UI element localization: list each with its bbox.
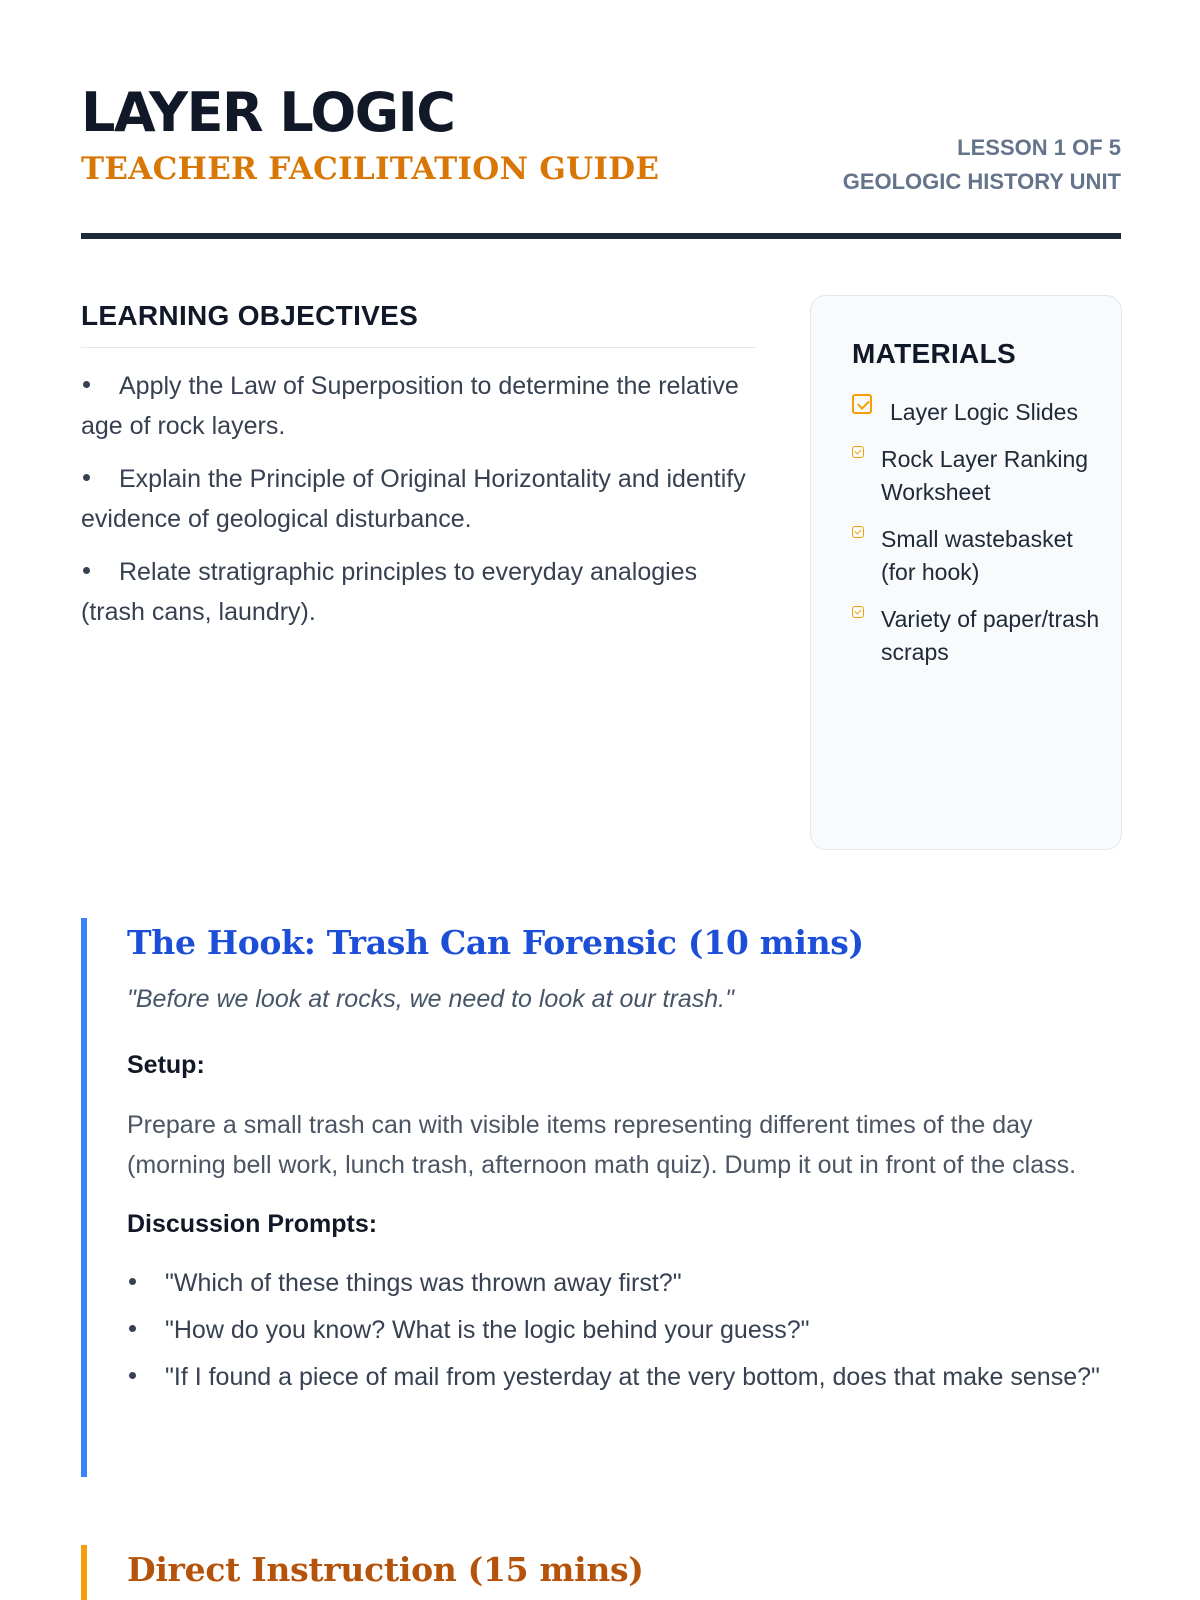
direct-accent-bar (81, 1545, 87, 1600)
hook-title: The Hook: Trash Can Forensic (10 mins) (127, 923, 864, 962)
hook-body (127, 918, 1121, 1404)
objectives-list (81, 366, 756, 632)
direct-instruction-title: Direct Instruction (15 mins) (127, 1550, 644, 1589)
objective-item (81, 552, 756, 632)
bullet-icon (83, 474, 90, 481)
materials-list (852, 392, 1101, 670)
objective-item (81, 459, 756, 539)
setup-text: Prepare a small trash can with visible items representing different times of the day (morning bell work, lunch trash, afternoon math quiz). Dump it out in front of the class. (127, 1111, 1077, 1179)
material-item (852, 603, 1101, 670)
unit-name: GEOLOGIC HISTORY UNIT (842, 169, 1121, 194)
prompt-item (127, 1310, 1121, 1350)
learning-objectives (81, 298, 756, 645)
objective-text: Apply the Law of Superposition to determine the relative age of rock layers. (81, 372, 739, 440)
prompt-item (127, 1357, 1121, 1397)
materials-card (810, 295, 1122, 850)
checkbox-check-icon (852, 526, 864, 538)
objective-text: Relate stratigraphic principles to everyday analogies (trash cans, laundry). (81, 558, 698, 626)
bullet-icon (129, 1278, 136, 1285)
hook-quote: "Before we look at rocks, we need to look at our trash." (127, 985, 734, 1013)
hook-accent-bar (81, 918, 87, 1477)
prompt-text: "How do you know? What is the logic behind your guess?" (165, 1316, 810, 1344)
objectives-heading: LEARNING OBJECTIVES (81, 300, 419, 331)
bullet-icon (129, 1372, 136, 1379)
objective-text: Explain the Principle of Original Horizontality and identify evidence of geological disturbance. (81, 465, 746, 533)
facilitation-guide-page (81, 0, 1121, 1600)
document-subtitle: TEACHER FACILITATION GUIDE (81, 151, 660, 187)
material-text: Layer Logic Slides (890, 399, 1078, 425)
objective-item (81, 366, 756, 446)
prompt-item (127, 1263, 1121, 1303)
lesson-number: LESSON 1 OF 5 (957, 135, 1121, 160)
document-header (81, 78, 1121, 243)
bullet-icon (83, 381, 90, 388)
hook-section (81, 918, 1121, 1477)
bullet-icon (83, 567, 90, 574)
material-item (852, 392, 1101, 430)
material-text: Small wastebasket (for hook) (881, 525, 1073, 585)
material-item (852, 443, 1101, 510)
checkbox-check-icon (852, 394, 872, 414)
checkbox-check-icon (852, 446, 864, 458)
discussion-prompts-label: Discussion Prompts: (127, 1210, 378, 1238)
setup-label: Setup: (127, 1051, 205, 1079)
checkbox-check-icon (852, 606, 864, 618)
material-item (852, 523, 1101, 590)
prompt-text: "Which of these things was thrown away first?" (165, 1269, 682, 1297)
bullet-icon (129, 1325, 136, 1332)
direct-instruction-section (81, 1545, 1121, 1600)
material-text: Rock Layer Ranking Worksheet (881, 445, 1089, 505)
prompt-text: "If I found a piece of mail from yesterday at the very bottom, does that make sense?" (165, 1363, 1100, 1391)
objectives-divider (81, 347, 756, 348)
discussion-prompts-list (127, 1263, 1121, 1397)
material-text: Variety of paper/trash scraps (881, 605, 1100, 665)
document-title: LAYER LOGIC (81, 81, 455, 144)
materials-heading: MATERIALS (852, 338, 1016, 369)
lesson-meta (843, 131, 1121, 199)
header-divider (81, 233, 1121, 239)
